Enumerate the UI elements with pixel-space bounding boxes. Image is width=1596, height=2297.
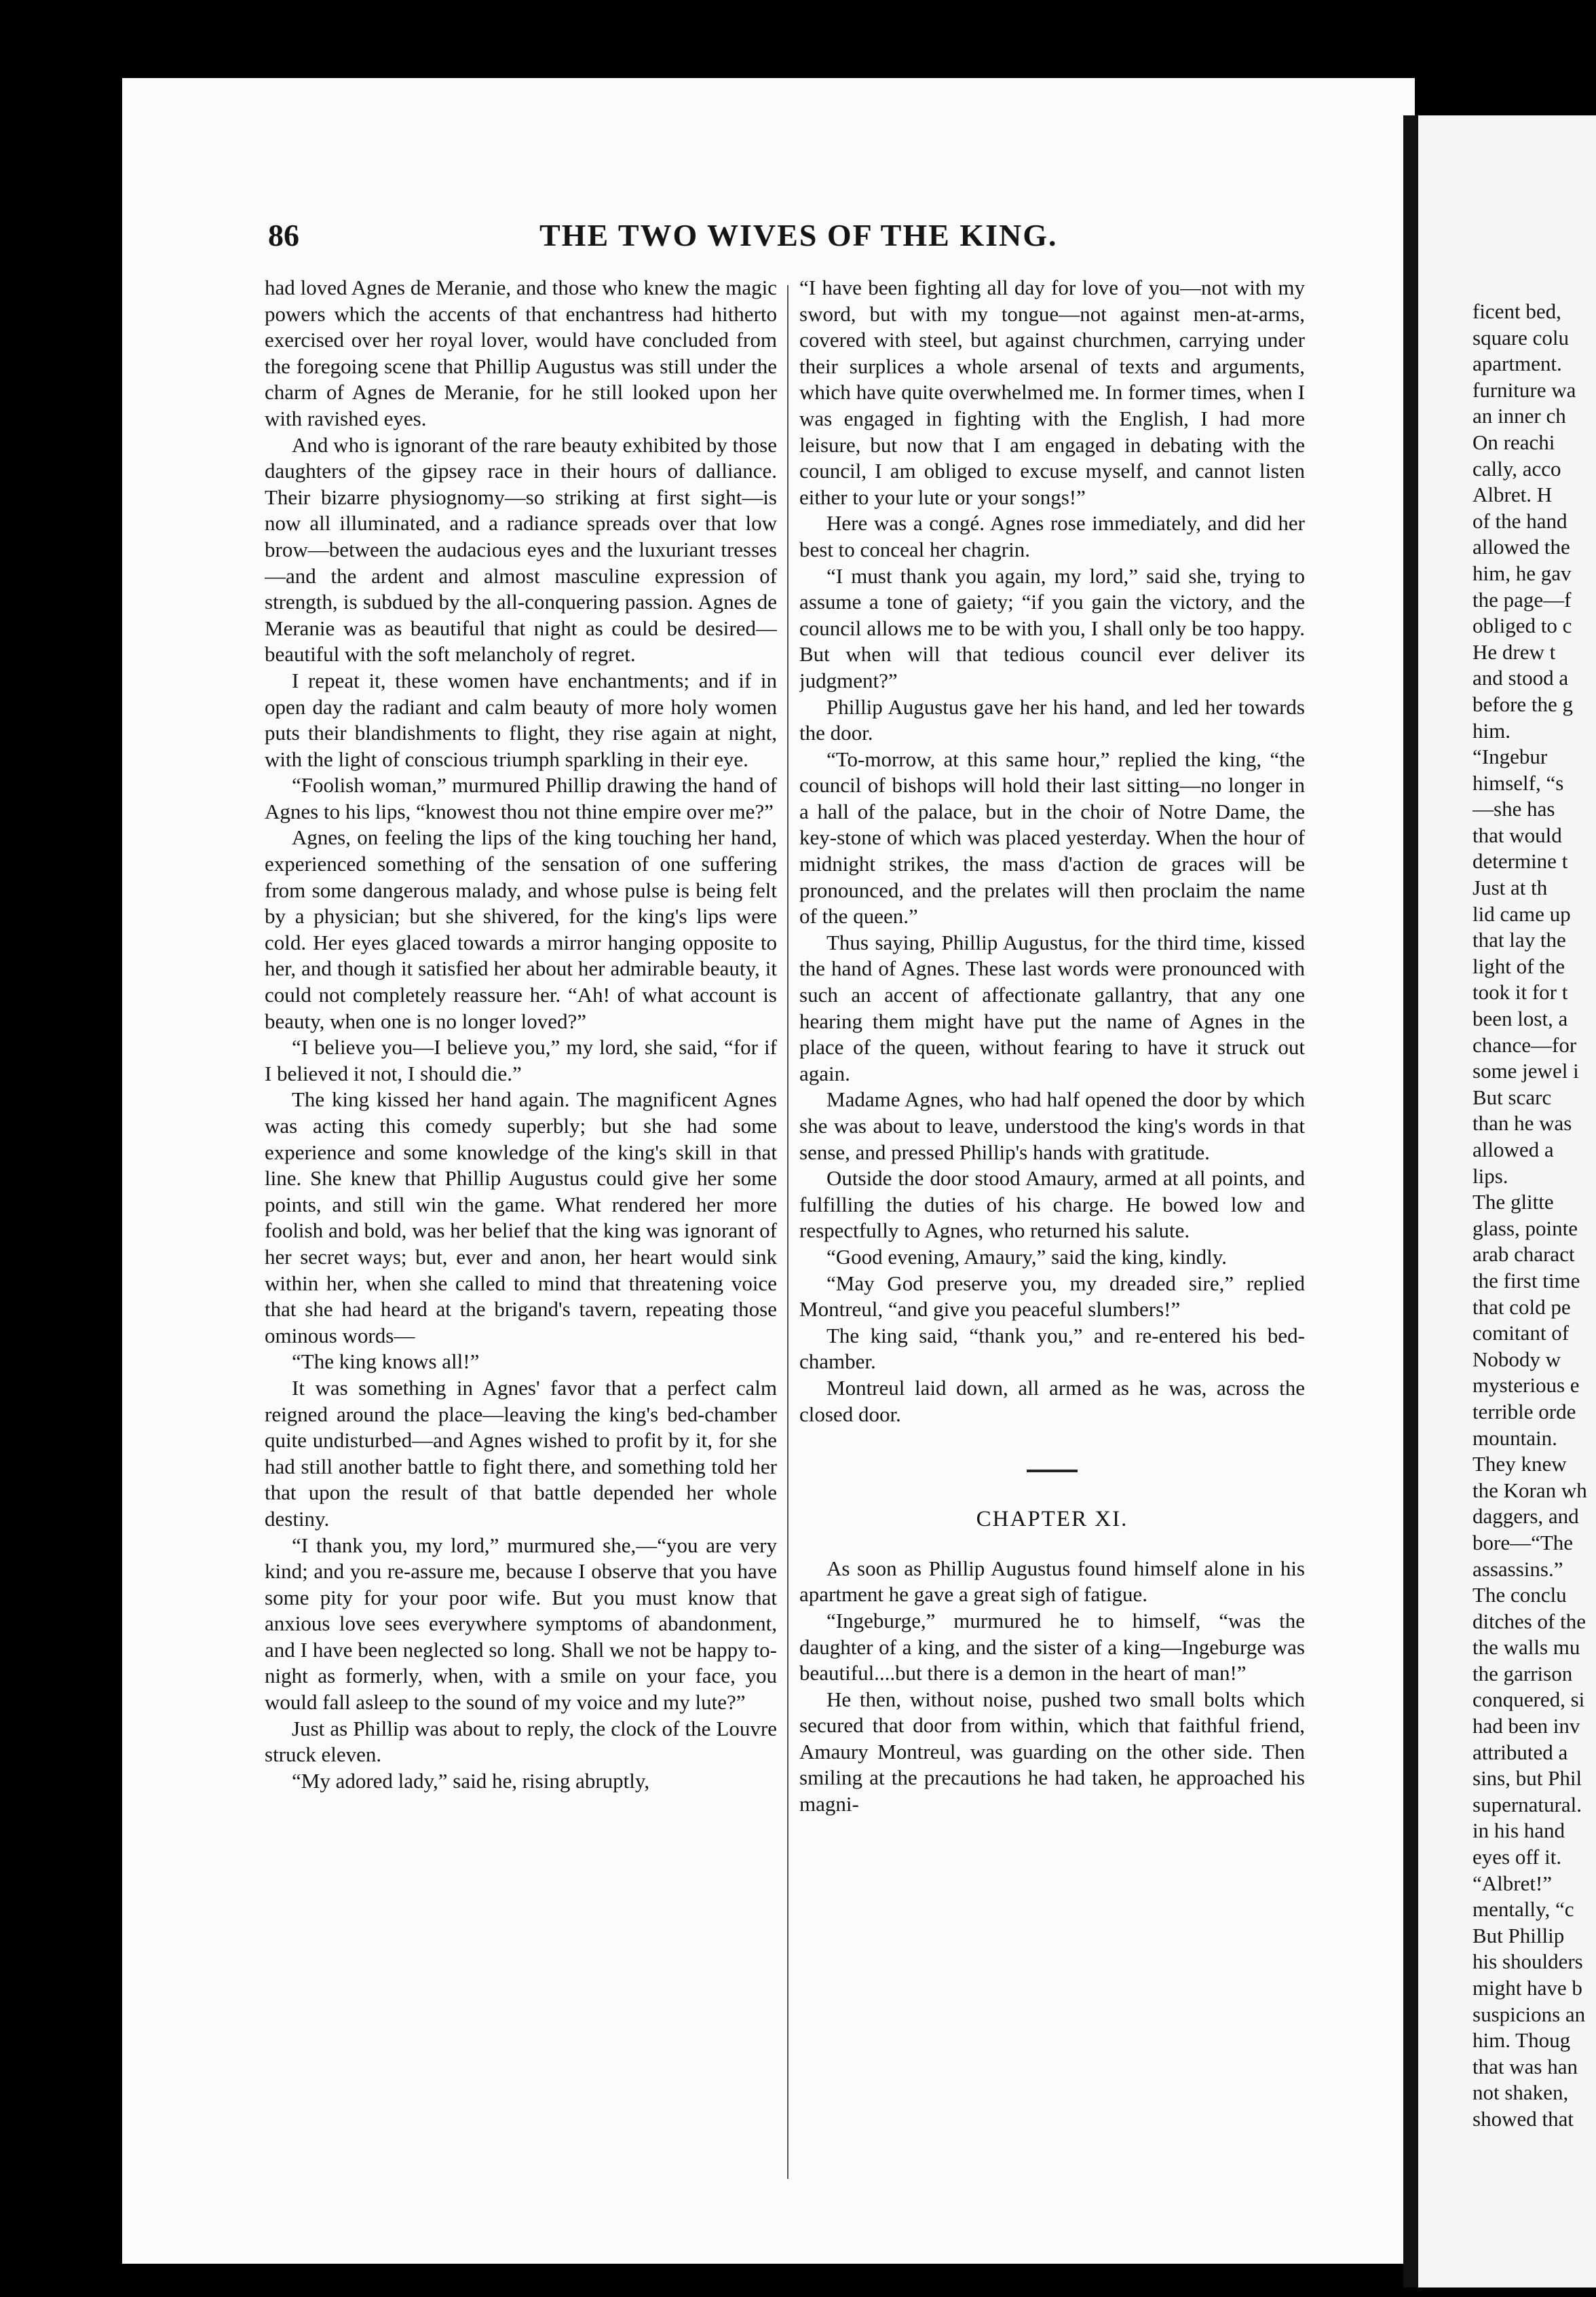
text-line-fragment: ditches of the: [1472, 1609, 1586, 1633]
text-line-fragment: been lost, a: [1472, 1007, 1568, 1031]
paragraph: “May God preserve you, my dreaded sire,” replied Montreul, “and give you peaceful slumbers!”: [799, 1271, 1305, 1322]
text-line-fragment: had been inv: [1472, 1714, 1580, 1738]
text-line-fragment: light of the: [1472, 954, 1565, 978]
text-line-fragment: The conclu: [1472, 1583, 1567, 1607]
paragraph: “The king knows all!”: [292, 1349, 480, 1374]
text-line-fragment: some jewel i: [1472, 1059, 1579, 1083]
text-line-fragment: before the g: [1472, 692, 1574, 716]
text-line-fragment: Albret. H: [1472, 483, 1553, 507]
paragraph: Thus saying, Phillip Augustus, for the third time, kissed the hand of Agnes. These last words were pronounced with such an accent of affectionate gallantry, that any one hearing them might have put the name of Agnes in the place of the queen, without fearing to have it struck out again.: [799, 930, 1305, 1085]
text-line-fragment: Just at th: [1472, 876, 1548, 900]
text-line-fragment: supernatural.: [1472, 1792, 1582, 1816]
paragraph: Montreul laid down, all armed as he was, across the closed door.: [799, 1375, 1305, 1426]
text-line-fragment: himself, “s: [1472, 770, 1564, 795]
page-number: 86: [268, 218, 299, 253]
text-line-fragment: the Koran wh: [1472, 1478, 1587, 1502]
paragraph: “I must thank you again, my lord,” said she, trying to assume a tone of gaiety; “if you gain the victory, and the council allows me to be with you, I shall only be too happy. But when will that tedious council ever deliver its judgment?”: [799, 563, 1305, 692]
text-line-fragment: apartment.: [1472, 352, 1562, 376]
paragraph: It was something in Agnes' favor that a perfect calm reigned around the place—leaving the king's bed-chamber quite undisturbed—and Agnes wished to profit by it, for she had still another battle to fight there, and something told her that upon the result of that battle depended her whole destiny.: [265, 1375, 777, 1531]
text-line-fragment: mysterious e: [1472, 1373, 1580, 1398]
text-line-fragment: attributed a: [1472, 1740, 1568, 1764]
text-line-fragment: cally, acco: [1472, 456, 1561, 481]
running-title: THE TWO WIVES OF THE KING.: [539, 218, 1058, 253]
text-line-fragment: allowed a: [1472, 1138, 1554, 1161]
paragraph: Madame Agnes, who had half opened the door by which she was about to leave, understood the king's words in that sense, and pressed Phillip's hands with gratitude.: [799, 1087, 1305, 1164]
text-line-fragment: terrible orde: [1472, 1399, 1576, 1423]
text-line-fragment: ficent bed,: [1472, 299, 1561, 323]
text-line-fragment: “Ingebur: [1472, 745, 1548, 769]
paragraph: “Foolish woman,” murmured Phillip drawing the hand of Agnes to his lips, “knowest thou not thine empire over me?”: [265, 773, 777, 823]
paragraph: “Good evening, Amaury,” said the king, kindly.: [826, 1244, 1228, 1269]
text-line-fragment: showed that: [1472, 2106, 1574, 2131]
middle-column: [799, 275, 1305, 2196]
text-line-fragment: square colu: [1472, 325, 1570, 350]
paragraph: “I have been fighting all day for love of you—not with my sword, but with my tongue—not against men-at-arms, covered with steel, but against churchmen, carrying under their surplices a whole arsenal of texts and arguments, which have quite overwhelmed me. In former times, when I was engaged in fighting with the English, I had more leisure, but now that I am engaged in debating with the council, I am obliged to excuse myself, and cannot listen either to your lute or your songs!”: [799, 276, 1305, 509]
text-line-fragment: But scarc: [1472, 1085, 1552, 1109]
text-line-fragment: the first time: [1472, 1268, 1580, 1292]
text-line-fragment: in his hand: [1472, 1818, 1565, 1843]
paragraph: I repeat it, these women have enchantments; and if in open day the radiant and calm beauty of more holy women puts their blandishments to flight, they rise again at night, with the light of conscious triumph sparkling in their eye.: [265, 668, 777, 771]
paragraph: The king said, “thank you,” and re-entered his bed-chamber.: [799, 1323, 1305, 1374]
text-line-fragment: the walls mu: [1472, 1635, 1580, 1660]
paragraph: “I believe you—I believe you,” my lord, she said, “for if I believed it not, I should die.”: [265, 1035, 777, 1085]
paragraph: Phillip Augustus gave her his hand, and led her towards the door.: [799, 694, 1305, 745]
text-line-fragment: him, he gav: [1472, 561, 1572, 585]
text-line-fragment: that was han: [1472, 2054, 1578, 2078]
text-line-fragment: bore—“The: [1472, 1530, 1574, 1554]
text-line-fragment: of the hand: [1472, 508, 1568, 533]
text-line-fragment: chance—for: [1472, 1032, 1577, 1057]
paragraph: Here was a congé. Agnes rose immediately, and did her best to conceal her chagrin.: [799, 511, 1305, 561]
paragraph: “Ingeburge,” murmured he to himself, “was the daughter of a king, and the sister of a king—Ingeburge was beautiful....but there is a demon in the heart of man!”: [799, 1608, 1305, 1685]
text-line-fragment: the garrison: [1472, 1661, 1573, 1685]
text-line-fragment: him. Thoug: [1472, 2028, 1571, 2053]
text-line-fragment: an inner ch: [1472, 404, 1566, 428]
text-line-fragment: daggers, and: [1472, 1504, 1579, 1529]
text-line-fragment: arab charact: [1472, 1242, 1575, 1267]
text-line-fragment: suspicions an: [1472, 2002, 1586, 2026]
text-line-fragment: The glitte: [1472, 1190, 1554, 1214]
text-line-fragment: that lay the: [1472, 928, 1566, 952]
text-line-fragment: that cold pe: [1472, 1294, 1571, 1319]
text-line-fragment: than he was: [1472, 1111, 1572, 1136]
paragraph: Agnes, on feeling the lips of the king touching her hand, experienced something of the sensation of one suffering from some dangerous malady, and whose pulse is being felt by a physician; but she shivered, for the king's lips were cold. Her eyes glaced towards a mirror hanging opposite to her, and though it satisfied her about her admirable beauty, it could not completely reassure her. “Ah! of what account is beauty, when one is no longer loved?”: [265, 825, 777, 1033]
text-line-fragment: and stood a: [1472, 666, 1569, 690]
text-line-fragment: mountain.: [1472, 1425, 1557, 1450]
text-line-fragment: that would: [1472, 823, 1562, 847]
text-line-fragment: not shaken,: [1472, 2080, 1569, 2105]
text-line-fragment: comitant of: [1472, 1321, 1570, 1345]
paragraph: “I thank you, my lord,” murmured she,—“you are very kind; and you re-assure me, because I observe that you have some pity for your poor wife. But you must know that anxious love sees everywhere symptoms of abandonment, and I have been neglected so long. Shall we not be happy to-night as formerly, when, with a smile on your face, you would fall asleep to the sound of my voice and my lute?”: [265, 1533, 777, 1715]
paragraph: And who is ignorant of the rare beauty exhibited by those daughters of the gipsey race in their hours of dalliance. Their bizarre physiognomy—so striking at first sight—is now all illuminated, and a radiance spreads over that low brow—between the audacious eyes and the luxuriant tresses—and the ardent and almost masculine expression of strength, is subdued by the all-conquering passion. Agnes de Meranie was as beautiful that night as could be desired—beautiful with the soft melancholy of regret.: [265, 432, 777, 667]
text-line-fragment: allowed the: [1472, 535, 1570, 559]
paragraph: As soon as Phillip Augustus found himself alone in his apartment he gave a great sigh of fatigue.: [799, 1556, 1305, 1607]
text-line-fragment: his shoulders: [1472, 1949, 1583, 1974]
paragraph: He then, without noise, pushed two small bolts which secured that door from within, which that faithful friend, Amaury Montreul, was guarding on the other side. Then smiling at the precautions he had taken, he approached his magni-: [799, 1687, 1305, 1816]
text-line-fragment: They knew: [1472, 1452, 1567, 1476]
text-line-fragment: “Albret!”: [1472, 1871, 1553, 1895]
section-rule: [1027, 1470, 1078, 1472]
text-line-fragment: conquered, si: [1472, 1687, 1585, 1712]
text-line-fragment: the page—f: [1472, 587, 1572, 612]
text-line-fragment: assassins.”: [1472, 1556, 1563, 1581]
paragraph: “My adored lady,” said he, rising abruptly,: [292, 1768, 650, 1793]
text-line-fragment: obliged to c: [1472, 614, 1572, 638]
right-page-text: [1472, 299, 1596, 2133]
text-line-fragment: might have b: [1472, 1976, 1582, 2000]
text-line-fragment: glass, pointe: [1472, 1216, 1578, 1240]
text-line-fragment: mentally, “c: [1472, 1897, 1574, 1922]
paragraph: “To-morrow, at this same hour,” replied the king, “the council of bishops will hold their last sitting—no longer in a hall of the palace, but in the choir of Notre Dame, the key-stone of which was placed yesterday. When the hour of midnight strikes, the mass d'action de graces will be pronounced, and the prelates will then proclaim the name of the queen.”: [799, 747, 1305, 929]
paragraph: had loved Agnes de Meranie, and those who knew the magic powers which the accents of that enchantress had hitherto exercised over her royal lover, would have concluded from the foregoing scene that Phillip Augustus was still under the charm of Agnes de Meranie, for he still looked upon her with ravished eyes.: [265, 276, 777, 430]
text-line-fragment: furniture wa: [1472, 377, 1576, 402]
paragraph: Just as Phillip was about to reply, the clock of the Louvre struck eleven.: [265, 1716, 777, 1767]
text-line-fragment: sins, but Phil: [1472, 1766, 1582, 1791]
column-rule: [787, 285, 788, 2179]
paragraph: The king kissed her hand again. The magnificent Agnes was acting this comedy superbly; but she had some experience and some knowledge of the king's skill in that line. She knew that Phillip Augustus could give her some points, and still win the game. What rendered her more foolish and bold, was her belief that the king was ignorant of her secret ways; but, ever and anon, her heart would sink within her, when she called to mind that threatening voice that she had heard at the brigand's tavern, repeating those ominous words—: [265, 1087, 777, 1347]
text-line-fragment: determine t: [1472, 849, 1568, 874]
text-line-fragment: lips.: [1472, 1163, 1508, 1188]
paragraph: Outside the door stood Amaury, armed at all points, and fulfilling the duties of his charge. He bowed low and respectfully to Agnes, who returned his salute.: [799, 1166, 1305, 1243]
text-line-fragment: But Phillip: [1472, 1923, 1565, 1947]
left-column: [265, 275, 777, 2196]
text-line-fragment: took it for t: [1472, 980, 1568, 1005]
text-line-fragment: lid came up: [1472, 901, 1571, 926]
running-header: [268, 217, 1327, 278]
text-line-fragment: Nobody w: [1472, 1347, 1561, 1371]
text-line-fragment: —she has: [1472, 797, 1555, 821]
text-line-fragment: eyes off it.: [1472, 1845, 1562, 1869]
text-line-fragment: him.: [1472, 718, 1510, 743]
chapter-title: CHAPTER XI.: [976, 1507, 1128, 1532]
text-line-fragment: He drew t: [1472, 639, 1556, 664]
text-line-fragment: On reachi: [1472, 430, 1555, 454]
